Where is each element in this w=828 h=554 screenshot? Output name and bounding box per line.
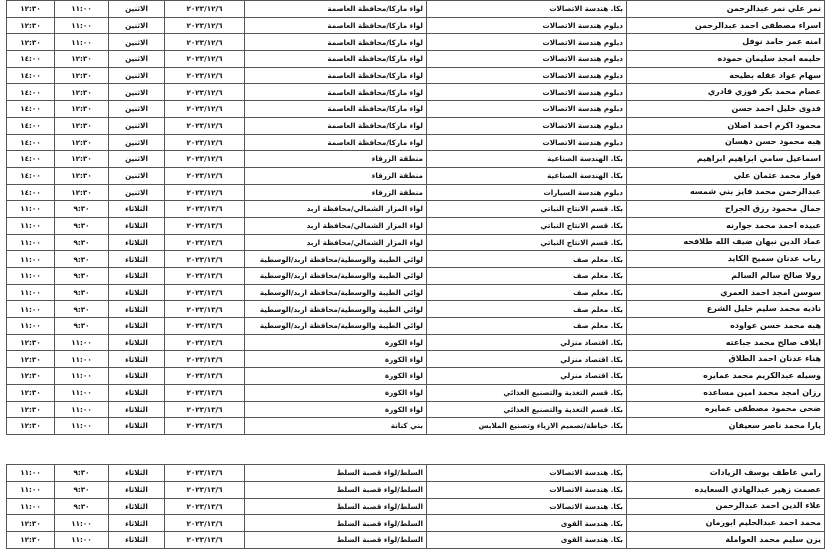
- table-row: [7, 217, 825, 234]
- time-to-cell: ١٤:٠٠: [7, 84, 55, 101]
- student-name-cell: ضحى محمود مصطفى عمايره: [627, 401, 825, 418]
- table-row: [7, 51, 825, 68]
- specialization-cell: بكا. هندسة الاتصالات: [427, 465, 627, 482]
- exam-date-cell: ٢٠٢٣/١٣/٦: [165, 234, 245, 251]
- time-from-cell: ١١:٠٠: [55, 368, 109, 385]
- table-row: [7, 184, 825, 201]
- time-to-cell: ١٤:٠٠: [7, 67, 55, 84]
- student-name-cell: رولا صالح سالم السالم: [627, 268, 825, 285]
- exam-date-cell: ٢٠٢٣/١٣/٦: [165, 318, 245, 335]
- time-to-cell: ١١:٠٠: [7, 498, 55, 515]
- table-row: [7, 532, 825, 549]
- time-from-cell: ١١:٠٠: [55, 384, 109, 401]
- time-from-cell: ١٢:٣٠: [55, 167, 109, 184]
- exam-date-cell: ٢٠٢٣/١٣/٦: [165, 401, 245, 418]
- exam-day-cell: الاثنين: [109, 84, 165, 101]
- exam-day-cell: الثلاثاء: [109, 217, 165, 234]
- time-to-cell: ١١:٠٠: [7, 234, 55, 251]
- exam-date-cell: ٢٠٢٣/١٣/٦: [165, 465, 245, 482]
- time-from-cell: ١٢:٣٠: [55, 67, 109, 84]
- exam-location-cell: لواء ماركا/محافظة العاصمة: [245, 51, 427, 68]
- exam-location-cell: منطقة الزرقاء: [245, 184, 427, 201]
- time-to-cell: ١٢:٣٠: [7, 532, 55, 549]
- table-row: [7, 318, 825, 335]
- exam-location-cell: لواء الكورة: [245, 368, 427, 385]
- table-row: [7, 465, 825, 482]
- student-name-cell: سهام عواد عقله بطيحه: [627, 67, 825, 84]
- specialization-cell: دبلوم هندسة الاتصالات: [427, 51, 627, 68]
- exam-day-cell: الاثنين: [109, 101, 165, 118]
- exam-day-cell: الثلاثاء: [109, 268, 165, 285]
- specialization-cell: بكا. قسم الانتاج النباتي: [427, 234, 627, 251]
- table-row: [7, 334, 825, 351]
- time-from-cell: ١٢:٣٠: [55, 84, 109, 101]
- table-row: [7, 1, 825, 18]
- specialization-cell: دبلوم هندسة الاتصالات: [427, 101, 627, 118]
- exam-date-cell: ٢٠٢٣/١٢/٦: [165, 101, 245, 118]
- time-from-cell: ٩:٣٠: [55, 318, 109, 335]
- specialization-cell: دبلوم هندسة الاتصالات: [427, 34, 627, 51]
- time-to-cell: ١٢:٣٠: [7, 384, 55, 401]
- exam-location-cell: لواء ماركا/محافظة العاصمة: [245, 134, 427, 151]
- time-to-cell: ١١:٠٠: [7, 284, 55, 301]
- specialization-cell: دبلوم هندسة السيارات: [427, 184, 627, 201]
- exam-date-cell: ٢٠٢٣/١٣/٦: [165, 268, 245, 285]
- specialization-cell: بكا. الهندسة الصناعية: [427, 167, 627, 184]
- exam-day-cell: الثلاثاء: [109, 401, 165, 418]
- exam-day-cell: الثلاثاء: [109, 251, 165, 268]
- time-from-cell: ١١:٠٠: [55, 401, 109, 418]
- exam-day-cell: الثلاثاء: [109, 284, 165, 301]
- time-from-cell: ١٢:٣٠: [55, 151, 109, 168]
- exam-location-cell: السلط/لواء قصبة السلط: [245, 498, 427, 515]
- table-row: [7, 117, 825, 134]
- exam-location-cell: السلط/لواء قصبة السلط: [245, 465, 427, 482]
- time-to-cell: ١١:٠٠: [7, 268, 55, 285]
- exam-location-cell: لواء ماركا/محافظة العاصمة: [245, 34, 427, 51]
- student-name-cell: هبه محمود حسن دهسان: [627, 134, 825, 151]
- time-to-cell: ١٤:٠٠: [7, 151, 55, 168]
- time-to-cell: ١١:٠٠: [7, 201, 55, 218]
- time-to-cell: ١٤:٠٠: [7, 117, 55, 134]
- table-row: [7, 34, 825, 51]
- time-to-cell: ١٤:٠٠: [7, 167, 55, 184]
- exam-date-cell: ٢٠٢٣/١٣/٦: [165, 498, 245, 515]
- table-row: [7, 368, 825, 385]
- exam-day-cell: الثلاثاء: [109, 318, 165, 335]
- exam-day-cell: الثلاثاء: [109, 234, 165, 251]
- specialization-cell: بكا. خياطة/تصميم الازياء وتصنيع الملابس: [427, 418, 627, 435]
- student-name-cell: سوسن امجد احمد العمري: [627, 284, 825, 301]
- table-row: [7, 268, 825, 285]
- exam-location-cell: لواء ماركا/محافظة العاصمة: [245, 67, 427, 84]
- exam-date-cell: ٢٠٢٣/١٣/٦: [165, 284, 245, 301]
- exam-day-cell: الاثنين: [109, 51, 165, 68]
- exam-date-cell: ٢٠٢٣/١٢/٦: [165, 117, 245, 134]
- exam-location-cell: لواء الكورة: [245, 384, 427, 401]
- exam-day-cell: الاثنين: [109, 184, 165, 201]
- exam-location-cell: لوائي الطيبة والوسطية/محافظة اربد/الوسطية: [245, 251, 427, 268]
- student-name-cell: امنه عمر حامد نوفل: [627, 34, 825, 51]
- student-name-cell: جمال محمود رزق الجراح: [627, 201, 825, 218]
- time-from-cell: ٩:٣٠: [55, 201, 109, 218]
- exam-date-cell: ٢٠٢٣/١٢/٦: [165, 184, 245, 201]
- exam-day-cell: الاثنين: [109, 151, 165, 168]
- time-from-cell: ٩:٣٠: [55, 234, 109, 251]
- exam-location-cell: السلط/لواء قصبة السلط: [245, 532, 427, 549]
- exam-date-cell: ٢٠٢٣/١٢/٦: [165, 51, 245, 68]
- student-name-cell: اسراء مصطفى احمد عبدالرحمن: [627, 17, 825, 34]
- exam-day-cell: الاثنين: [109, 117, 165, 134]
- time-from-cell: ٩:٣٠: [55, 284, 109, 301]
- specialization-cell: بكا. معلم صف: [427, 318, 627, 335]
- exam-day-cell: الاثنين: [109, 67, 165, 84]
- time-to-cell: ١٢:٣٠: [7, 17, 55, 34]
- exam-day-cell: الثلاثاء: [109, 481, 165, 498]
- time-from-cell: ٩:٣٠: [55, 498, 109, 515]
- time-to-cell: ١١:٠٠: [7, 481, 55, 498]
- student-name-cell: ايلاف صالح محمد جباعته: [627, 334, 825, 351]
- time-to-cell: ١٤:٠٠: [7, 184, 55, 201]
- student-name-cell: محمد احمد عبدالحليم ابورمان: [627, 515, 825, 532]
- table-row: [7, 284, 825, 301]
- exam-day-cell: الثلاثاء: [109, 334, 165, 351]
- exam-date-cell: ٢٠٢٣/١٢/٦: [165, 17, 245, 34]
- student-name-cell: اسماعيل سامي ابراهيم ابراهيم: [627, 151, 825, 168]
- specialization-cell: بكا. قسم الانتاج النباتي: [427, 217, 627, 234]
- time-to-cell: ١١:٠٠: [7, 318, 55, 335]
- specialization-cell: بكا. هندسة القوى: [427, 532, 627, 549]
- specialization-cell: دبلوم هندسة الاتصالات: [427, 134, 627, 151]
- exam-date-cell: ٢٠٢٣/١٣/٦: [165, 217, 245, 234]
- schedule-table-top: [6, 0, 825, 435]
- time-from-cell: ٩:٣٠: [55, 481, 109, 498]
- exam-day-cell: الثلاثاء: [109, 532, 165, 549]
- time-to-cell: ١١:٠٠: [7, 251, 55, 268]
- exam-date-cell: ٢٠٢٣/١٣/٦: [165, 418, 245, 435]
- time-from-cell: ١١:٠٠: [55, 351, 109, 368]
- exam-day-cell: الاثنين: [109, 17, 165, 34]
- table-row: [7, 301, 825, 318]
- time-from-cell: ٩:٣٠: [55, 301, 109, 318]
- time-from-cell: ١٢:٣٠: [55, 134, 109, 151]
- time-from-cell: ١١:٠٠: [55, 17, 109, 34]
- page-gap: [0, 440, 828, 464]
- time-from-cell: ٩:٣٠: [55, 217, 109, 234]
- specialization-cell: بكا. قسم التغذية والتصنيع الغذائي: [427, 384, 627, 401]
- exam-date-cell: ٢٠٢٣/١٣/٦: [165, 201, 245, 218]
- schedule-table-bottom-body: [7, 465, 825, 549]
- exam-location-cell: لوائي الطيبة والوسطية/محافظة اربد/الوسطية: [245, 301, 427, 318]
- specialization-cell: دبلوم هندسة الاتصالات: [427, 17, 627, 34]
- student-name-cell: حليمه امجد سليمان حموده: [627, 51, 825, 68]
- table-row: [7, 251, 825, 268]
- exam-location-cell: بني كنانة: [245, 418, 427, 435]
- exam-date-cell: ٢٠٢٣/١٣/٦: [165, 334, 245, 351]
- table-row: [7, 351, 825, 368]
- exam-location-cell: لواء ماركا/محافظة العاصمة: [245, 17, 427, 34]
- time-from-cell: ١١:٠٠: [55, 532, 109, 549]
- specialization-cell: بكا. معلم صف: [427, 284, 627, 301]
- exam-day-cell: الثلاثاء: [109, 515, 165, 532]
- specialization-cell: بكا. هندسة الاتصالات: [427, 481, 627, 498]
- exam-date-cell: ٢٠٢٣/١٣/٦: [165, 515, 245, 532]
- time-to-cell: ١٤:٠٠: [7, 51, 55, 68]
- specialization-cell: دبلوم هندسة الاتصالات: [427, 84, 627, 101]
- specialization-cell: بكا. معلم صف: [427, 251, 627, 268]
- time-from-cell: ١١:٠٠: [55, 515, 109, 532]
- specialization-cell: بكا. معلم صف: [427, 268, 627, 285]
- exam-location-cell: لواء ماركا/محافظة العاصمة: [245, 1, 427, 18]
- student-name-cell: وسيله عبدالكريم محمد عمايره: [627, 368, 825, 385]
- table-row: [7, 167, 825, 184]
- time-to-cell: ١١:٠٠: [7, 301, 55, 318]
- time-to-cell: ١٢:٣٠: [7, 334, 55, 351]
- time-to-cell: ١٢:٣٠: [7, 368, 55, 385]
- student-name-cell: رباب عدنان سميح الكايد: [627, 251, 825, 268]
- time-from-cell: ١٢:٣٠: [55, 51, 109, 68]
- table-row: [7, 481, 825, 498]
- exam-location-cell: لوائي الطيبة والوسطية/محافظة اربد/الوسطية: [245, 284, 427, 301]
- exam-location-cell: لوائي الطيبة والوسطية/محافظة اربد/الوسطية: [245, 318, 427, 335]
- exam-day-cell: الثلاثاء: [109, 465, 165, 482]
- student-name-cell: رزان امجد محمد امين مساعده: [627, 384, 825, 401]
- exam-location-cell: لواء المزار الشمالي/محافظة اربد: [245, 234, 427, 251]
- time-to-cell: ١٢:٣٠: [7, 1, 55, 18]
- table-row: [7, 17, 825, 34]
- exam-day-cell: الاثنين: [109, 1, 165, 18]
- time-from-cell: ٩:٣٠: [55, 251, 109, 268]
- exam-day-cell: الاثنين: [109, 167, 165, 184]
- exam-location-cell: لواء الكورة: [245, 401, 427, 418]
- exam-date-cell: ٢٠٢٣/١٢/٦: [165, 167, 245, 184]
- table-row: [7, 234, 825, 251]
- exam-day-cell: الثلاثاء: [109, 384, 165, 401]
- table-row: [7, 401, 825, 418]
- schedule-table-top-body: [7, 1, 825, 435]
- exam-location-cell: السلط/لواء قصبة السلط: [245, 515, 427, 532]
- specialization-cell: دبلوم هندسة الاتصالات: [427, 67, 627, 84]
- specialization-cell: بكا. قسم الانتاج النباتي: [427, 201, 627, 218]
- exam-day-cell: الثلاثاء: [109, 498, 165, 515]
- exam-day-cell: الثلاثاء: [109, 301, 165, 318]
- student-name-cell: علاء الدين احمد عبدالرحمن: [627, 498, 825, 515]
- exam-location-cell: لواء الكورة: [245, 351, 427, 368]
- time-to-cell: ١٢:٣٠: [7, 418, 55, 435]
- table-row: [7, 101, 825, 118]
- time-to-cell: ١٢:٣٠: [7, 515, 55, 532]
- time-from-cell: ١١:٠٠: [55, 334, 109, 351]
- time-from-cell: ١١:٠٠: [55, 418, 109, 435]
- table-row: [7, 498, 825, 515]
- time-to-cell: ١٤:٠٠: [7, 134, 55, 151]
- table-row: [7, 151, 825, 168]
- exam-location-cell: لواء المزار الشمالي/محافظة اربد: [245, 201, 427, 218]
- time-from-cell: ١٢:٣٠: [55, 184, 109, 201]
- exam-date-cell: ٢٠٢٣/١٣/٦: [165, 481, 245, 498]
- exam-day-cell: الثلاثاء: [109, 201, 165, 218]
- student-name-cell: رامي عاطف يوسف الزيادات: [627, 465, 825, 482]
- exam-day-cell: الثلاثاء: [109, 351, 165, 368]
- time-from-cell: ١١:٠٠: [55, 34, 109, 51]
- exam-date-cell: ٢٠٢٣/١٣/٦: [165, 351, 245, 368]
- table-row: [7, 515, 825, 532]
- specialization-cell: بكا. هندسة الاتصالات: [427, 1, 627, 18]
- specialization-cell: بكا. هندسة الاتصالات: [427, 498, 627, 515]
- exam-date-cell: ٢٠٢٣/١٣/٦: [165, 368, 245, 385]
- exam-date-cell: ٢٠٢٣/١٣/٦: [165, 532, 245, 549]
- exam-location-cell: لواء ماركا/محافظة العاصمة: [245, 84, 427, 101]
- time-from-cell: ١١:٠٠: [55, 1, 109, 18]
- exam-date-cell: ٢٠٢٣/١٢/٦: [165, 67, 245, 84]
- table-row: [7, 201, 825, 218]
- student-name-cell: عبدالرحمن محمد فايز بني شمسه: [627, 184, 825, 201]
- exam-date-cell: ٢٠٢٣/١٢/٦: [165, 1, 245, 18]
- specialization-cell: بكا. قسم التغذية والتصنيع الغذائي: [427, 401, 627, 418]
- student-name-cell: ناديه محمد سليم خليل الشرع: [627, 301, 825, 318]
- exam-day-cell: الثلاثاء: [109, 418, 165, 435]
- exam-date-cell: ٢٠٢٣/١٢/٦: [165, 34, 245, 51]
- time-to-cell: ١٢:٣٠: [7, 34, 55, 51]
- exam-day-cell: الاثنين: [109, 34, 165, 51]
- specialization-cell: بكا. معلم صف: [427, 301, 627, 318]
- student-name-cell: عصمت زهير عبدالهادي السعايده: [627, 481, 825, 498]
- exam-location-cell: لواء ماركا/محافظة العاصمة: [245, 117, 427, 134]
- student-name-cell: هبه محمد حسن عواوده: [627, 318, 825, 335]
- student-name-cell: عبيده احمد محمد جوارنه: [627, 217, 825, 234]
- time-from-cell: ١٢:٣٠: [55, 101, 109, 118]
- exam-date-cell: ٢٠٢٣/١٣/٦: [165, 251, 245, 268]
- student-name-cell: هناء عدنان احمد الطلاق: [627, 351, 825, 368]
- exam-location-cell: لوائي الطيبة والوسطية/محافظة اربد/الوسطية: [245, 268, 427, 285]
- table-row: [7, 134, 825, 151]
- specialization-cell: بكا. اقتصاد منزلي: [427, 334, 627, 351]
- schedule-table-bottom: [6, 464, 825, 549]
- table-row: [7, 67, 825, 84]
- exam-location-cell: لواء ماركا/محافظة العاصمة: [245, 101, 427, 118]
- specialization-cell: بكا. اقتصاد منزلي: [427, 368, 627, 385]
- exam-day-cell: الاثنين: [109, 134, 165, 151]
- table-row: [7, 418, 825, 435]
- specialization-cell: بكا. اقتصاد منزلي: [427, 351, 627, 368]
- specialization-cell: بكا. هندسة القوى: [427, 515, 627, 532]
- exam-location-cell: منطقة الزرقاء: [245, 167, 427, 184]
- time-to-cell: ١٢:٣٠: [7, 351, 55, 368]
- table-row: [7, 384, 825, 401]
- time-from-cell: ٩:٣٠: [55, 268, 109, 285]
- student-name-cell: يارا محمد ناصر سعيفان: [627, 418, 825, 435]
- exam-location-cell: السلط/لواء قصبة السلط: [245, 481, 427, 498]
- exam-date-cell: ٢٠٢٣/١٢/٦: [165, 84, 245, 101]
- student-name-cell: عماد الدين نبهان ضيف الله طلافحه: [627, 234, 825, 251]
- exam-date-cell: ٢٠٢٣/١٣/٦: [165, 384, 245, 401]
- exam-date-cell: ٢٠٢٣/١٢/٦: [165, 134, 245, 151]
- student-name-cell: محمود اكرم احمد اصلان: [627, 117, 825, 134]
- student-name-cell: نمر علي نمر عبدالرحمن: [627, 1, 825, 18]
- exam-date-cell: ٢٠٢٣/١٢/٦: [165, 151, 245, 168]
- specialization-cell: دبلوم هندسة الاتصالات: [427, 117, 627, 134]
- specialization-cell: بكا. الهندسة الصناعية: [427, 151, 627, 168]
- student-name-cell: يزن سليم محمد العواملة: [627, 532, 825, 549]
- exam-location-cell: منطقة الزرقاء: [245, 151, 427, 168]
- student-name-cell: فدوى خليل احمد حسن: [627, 101, 825, 118]
- time-to-cell: ١١:٠٠: [7, 465, 55, 482]
- time-from-cell: ١٢:٣٠: [55, 117, 109, 134]
- student-name-cell: فواز محمد عثمان علي: [627, 167, 825, 184]
- time-from-cell: ٩:٣٠: [55, 465, 109, 482]
- time-to-cell: ١٤:٠٠: [7, 101, 55, 118]
- time-to-cell: ١٢:٣٠: [7, 401, 55, 418]
- table-row: [7, 84, 825, 101]
- time-to-cell: ١١:٠٠: [7, 217, 55, 234]
- exam-day-cell: الثلاثاء: [109, 368, 165, 385]
- exam-location-cell: لواء المزار الشمالي/محافظة اربد: [245, 217, 427, 234]
- exam-date-cell: ٢٠٢٣/١٣/٦: [165, 301, 245, 318]
- student-name-cell: عصام محمد بكر فوزي قادري: [627, 84, 825, 101]
- exam-location-cell: لواء الكورة: [245, 334, 427, 351]
